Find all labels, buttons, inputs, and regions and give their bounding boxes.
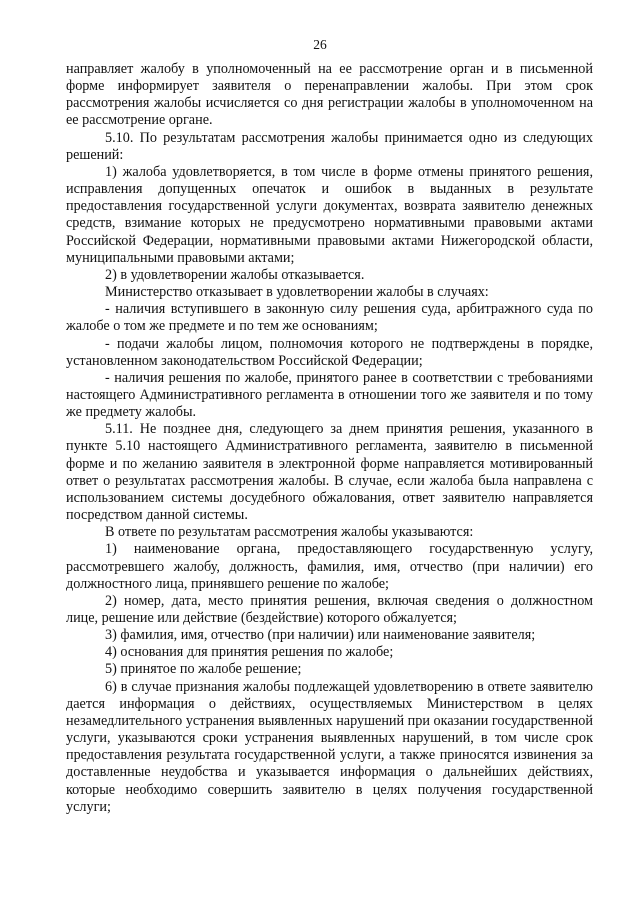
paragraph: В ответе по результатам рассмотрения жалобы указываются:	[105, 524, 474, 541]
page-number: 26	[313, 37, 327, 52]
paragraph: 3) фамилия, имя, отчество (при наличии) или наименование заявителя;	[105, 627, 536, 644]
paragraph: Министерство отказывает в удовлетворении жалобы в случаях:	[105, 284, 489, 301]
paragraph: 2) номер, дата, место принятия решения, включая сведения о должностном лице, решение или действие (бездействие) которого обжалуется;	[66, 592, 593, 626]
paragraph: направляет жалобу в уполномоченный на ее рассмотрение орган и в письменной форме информирует заявителя о перенаправлении жалобы. При этом срок рассмотрения жалобы исчисляется со дня регистрации жалобы в уполномоченном на ее рассмотрение органе.	[66, 61, 593, 129]
paragraph: 2) в удовлетворении жалобы отказывается.	[105, 266, 365, 283]
paragraph: 5.11. Не позднее дня, следующего за днем принятия решения, указанного в пункте 5.10 настоящего Административного регламента, заявителю в письменной форме и по желанию заявителя в электронной форме направляется мотивированный ответ о результатах рассмотрения жалобы. В случае, если жалоба была направлена с использованием системы досудебного обжалования, ответ заявителю направляется посредством данной системы.	[66, 421, 593, 524]
paragraph: - наличия решения по жалобе, принятого ранее в соответствии с требованиями настоящего Административного регламента в отношении того же заявителя и по тому же предмету жалобы.	[66, 369, 593, 421]
paragraph: 1) наименование органа, предоставляющего государственную услугу, рассмотревшего жалобу, должность, фамилия, имя, отчество (при наличии) его должностного лица, принявшего решение по жалобе;	[66, 541, 593, 592]
paragraph: 1) жалоба удовлетворяется, в том числе в форме отмены принятого решения, исправления допущенных опечаток и ошибок в выданных в результате предоставления государственной услуги документах, возврата заявителю денежных средств, взимание которых не предусмотрено нормативными правовыми актами Российской Федерации, нормативными правовыми актами Нижегородской области, муниципальными правовыми актами;	[66, 163, 593, 266]
paragraph: 5) принятое по жалобе решение;	[105, 661, 302, 678]
document-body	[66, 61, 593, 816]
paragraph: - подачи жалобы лицом, полномочия которого не подтверждены в порядке, установленном законодательством Российской Федерации;	[66, 335, 593, 369]
paragraph: 4) основания для принятия решения по жалобе;	[105, 644, 394, 661]
paragraph: 6) в случае признания жалобы подлежащей удовлетворению в ответе заявителю дается информация о действиях, осуществляемых Министерством в целях незамедлительного устранения выявленных нарушений при оказании государственной услуги, указываются сроки устранения выявленных нарушений, в том числе срок предоставления результата государственной услуги, а также приносятся извинения за доставленные неудобства и указывается информация о дальнейших действиях, которые необходимо совершить заявителю в целях получения государственной услуги;	[66, 678, 593, 815]
paragraph: - наличия вступившего в законную силу решения суда, арбитражного суда по жалобе о том же предмете и по тем же основаниям;	[66, 301, 593, 335]
paragraph: 5.10. По результатам рассмотрения жалобы принимается одно из следующих решений:	[66, 129, 593, 163]
